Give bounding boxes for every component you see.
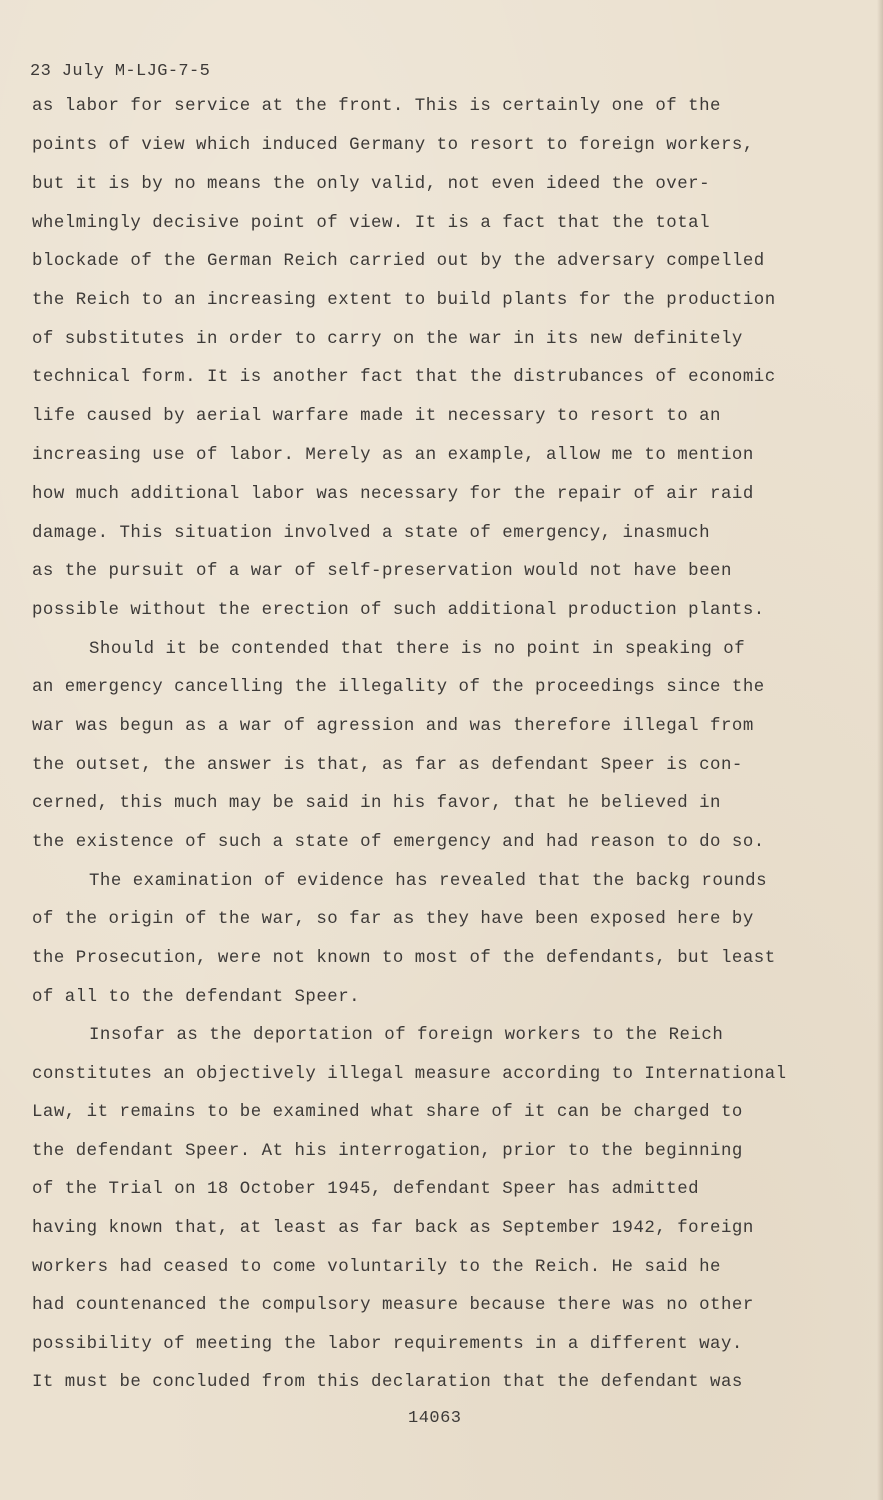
text-line: life caused by aerial warfare made it necessary to resort to an: [32, 407, 721, 426]
text-line: possibility of meeting the labor requirements in a different way.: [32, 1335, 743, 1354]
text-line: of substitutes in order to carry on the war in its new definitely: [32, 330, 743, 349]
text-line: blockade of the German Reich carried out by the adversary compelled: [32, 252, 765, 271]
text-line: the defendant Speer. At his interrogation, prior to the beginning: [32, 1142, 743, 1161]
text-line: as the pursuit of a war of self-preservation would not have been: [32, 562, 732, 581]
text-line: possible without the erection of such additional production plants.: [32, 601, 765, 620]
paragraph-start-line: Should it be contended that there is no point in speaking of: [89, 640, 746, 659]
page-header: 23 July M-LJG-7-5: [30, 62, 211, 81]
text-line: the outset, the answer is that, as far as defendant Speer is con-: [32, 756, 743, 775]
text-line: cerned, this much may be said in his favor, that he believed in: [32, 794, 721, 813]
text-line: the Reich to an increasing extent to build plants for the production: [32, 291, 776, 310]
text-line: having known that, at least as far back as September 1942, foreign: [32, 1219, 754, 1238]
paragraph-start-line: The examination of evidence has revealed that the backg rounds: [89, 872, 768, 891]
text-line: how much additional labor was necessary for the repair of air raid: [32, 485, 754, 504]
text-line: of all to the defendant Speer.: [32, 988, 361, 1007]
paragraph-start-line: Insofar as the deportation of foreign workers to the Reich: [89, 1026, 724, 1045]
text-line: had countenanced the compulsory measure because there was no other: [32, 1296, 754, 1315]
text-line: of the Trial on 18 October 1945, defendant Speer has admitted: [32, 1180, 700, 1199]
text-line: of the origin of the war, so far as they have been exposed here by: [32, 910, 754, 929]
text-line: an emergency cancelling the illegality of the proceedings since the: [32, 678, 765, 697]
text-line: the existence of such a state of emergency and had reason to do so.: [32, 833, 765, 852]
text-line: the Prosecution, were not known to most of the defendants, but least: [32, 949, 776, 968]
text-line: whelmingly decisive point of view. It is a fact that the total: [32, 214, 711, 233]
text-line: points of view which induced Germany to resort to foreign workers,: [32, 136, 754, 155]
text-line: increasing use of labor. Merely as an example, allow me to mention: [32, 446, 754, 465]
text-line: constitutes an objectively illegal measure according to International: [32, 1065, 787, 1084]
text-line: as labor for service at the front. This is certainly one of the: [32, 97, 721, 116]
text-line: technical form. It is another fact that the distrubances of economic: [32, 368, 776, 387]
text-line: Law, it remains to be examined what share of it can be charged to: [32, 1103, 743, 1122]
page-edge-shadow: [877, 0, 883, 1500]
text-line: damage. This situation involved a state of emergency, inasmuch: [32, 524, 711, 543]
text-line: It must be concluded from this declaration that the defendant was: [32, 1373, 743, 1392]
text-line: but it is by no means the only valid, not even ideed the over-: [32, 175, 711, 194]
text-line: war was begun as a war of agression and was therefore illegal from: [32, 717, 754, 736]
text-line: workers had ceased to come voluntarily to the Reich. He said he: [32, 1258, 721, 1277]
page-number: 14063: [408, 1409, 462, 1428]
